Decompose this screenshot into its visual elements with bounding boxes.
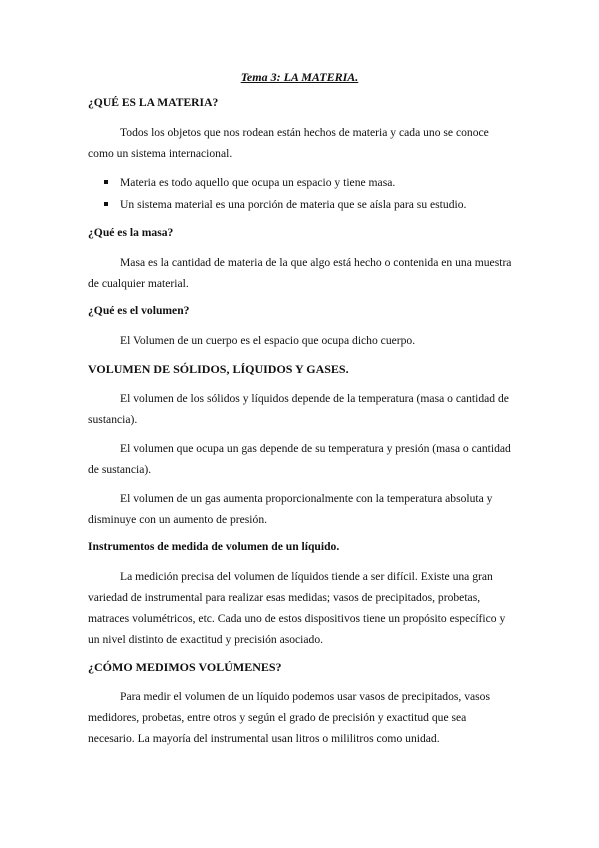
paragraph-materia: Todos los objetos que nos rodean están hechos de materia y cada uno se conoce como un sistema internacional. bbox=[88, 126, 489, 160]
bullet-square-icon bbox=[104, 180, 108, 184]
paragraph-volumen: El Volumen de un cuerpo es el espacio que ocupa dicho cuerpo. bbox=[120, 334, 416, 347]
page-title: Tema 3: LA MATERIA. bbox=[240, 70, 359, 84]
bullet-list bbox=[104, 172, 466, 216]
heading-masa: ¿Qué es la masa? bbox=[88, 226, 174, 239]
heading-volumen: ¿Qué es el volumen? bbox=[88, 304, 190, 317]
list-item bbox=[104, 194, 466, 216]
heading-que-es-materia: ¿QUÉ ES LA MATERIA? bbox=[88, 96, 219, 109]
list-item bbox=[104, 172, 466, 194]
paragraph-gas-aumenta: El volumen de un gas aumenta proporcionalmente con la temperatura absoluta y disminuye con un aumento de presión. bbox=[88, 492, 493, 526]
heading-como-medimos: ¿CÓMO MEDIMOS VOLÚMENES? bbox=[88, 660, 282, 674]
heading-instrumentos: Instrumentos de medida de volumen de un líquido. bbox=[88, 540, 340, 553]
heading-volumen-estados: VOLUMEN DE SÓLIDOS, LÍQUIDOS Y GASES. bbox=[88, 362, 349, 376]
paragraph-como-medimos: Para medir el volumen de un líquido podemos usar vasos de precipitados, vasos medidores, probetas, entre otros y según el grado de precisión y exactitud que sea necesario. La mayoría del instrumental usan litros o mililitros como unidad. bbox=[88, 690, 490, 745]
bullet-square-icon bbox=[104, 202, 108, 206]
paragraph-masa: Masa es la cantidad de materia de la que algo está hecho o contenida en una muestra de cualquier material. bbox=[88, 256, 512, 290]
list-item-text: Materia es todo aquello que ocupa un espacio y tiene masa. bbox=[120, 176, 396, 189]
paragraph-gas: El volumen que ocupa un gas depende de su temperatura y presión (masa o cantidad de sustancia). bbox=[88, 442, 511, 476]
paragraph-solidos-liquidos: El volumen de los sólidos y líquidos depende de la temperatura (masa o cantidad de sustancia). bbox=[88, 392, 509, 426]
paragraph-instrumentos: La medición precisa del volumen de líquidos tiende a ser difícil. Existe una gran variedad de instrumental para realizar esas medidas; vasos de precipitados, probetas, matraces volumétricos, etc. Cada uno de estos dispositivos tiene un propósito específico y un nivel distinto de exactitud y precisión asociado. bbox=[88, 570, 506, 646]
list-item-text: Un sistema material es una porción de materia que se aísla para su estudio. bbox=[120, 198, 467, 211]
